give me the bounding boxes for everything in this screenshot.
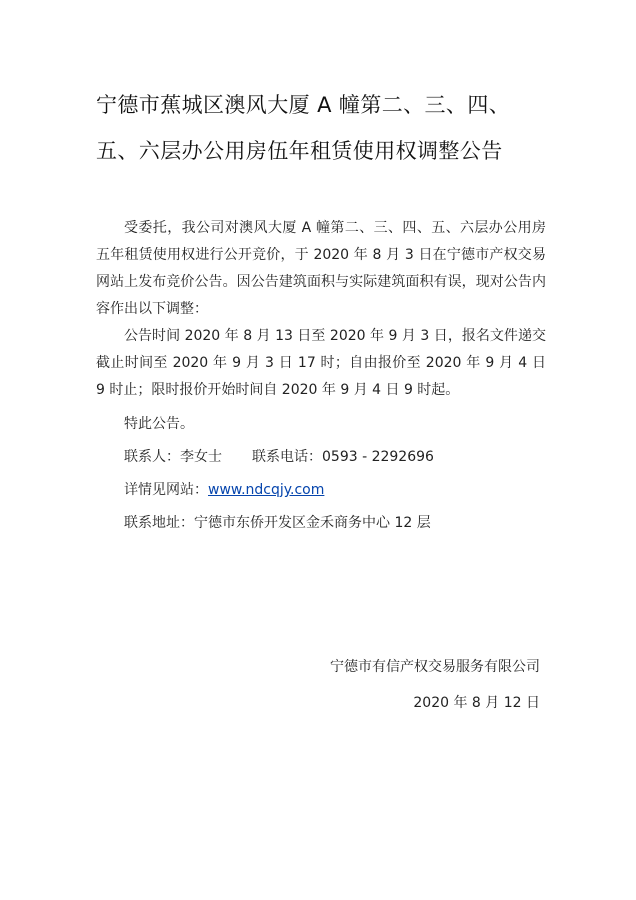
title-line-2: 五、六层办公用房伍年租赁使用权调整公告 (96, 139, 503, 163)
contact-phone-label: 联系电话： (252, 449, 322, 465)
address-label: 联系地址： (124, 515, 194, 531)
issue-date: 2020 年 8 月 12 日 (413, 695, 540, 711)
contact-phone: 0593 - 2292696 (322, 449, 434, 465)
contact-line (96, 444, 546, 471)
contact-person-label: 联系人： (124, 449, 180, 465)
announcement-body (96, 215, 546, 537)
page-title (96, 82, 546, 174)
closing-line: 特此公告。 (124, 416, 194, 432)
intro-paragraph: 受委托，我公司对澳风大厦 A 幢第二、三、四、五、六层办公用房五年租赁使用权进行公开竞价，于 2020 年 8 月 3 日在宁德市产权交易网站上发布竞价公告。因公告建筑面积与实际建筑面积有误，现对公告内容作出以下调整： (96, 220, 546, 317)
schedule-paragraph: 公告时间 2020 年 8 月 13 日至 2020 年 9 月 3 日，报名文件递交截止时间至 2020 年 9 月 3 日 17 时；自由报价至 2020 年 9 月 4 日 9 时止；限时报价开始时间自 2020 年 9 月 4 日 9 时起。 (96, 328, 546, 398)
contact-person: 李女士 (180, 449, 222, 465)
website-label: 详情见网站： (124, 482, 208, 498)
signature-block (330, 649, 540, 721)
website-line (96, 477, 546, 504)
issuer-company: 宁德市有信产权交易服务有限公司 (330, 659, 540, 675)
title-line-1: 宁德市蕉城区澳风大厦 A 幢第二、三、四、 (96, 93, 511, 117)
address: 宁德市东侨开发区金禾商务中心 12 层 (194, 515, 431, 531)
website-link[interactable]: www.ndcqjy.com (208, 482, 325, 498)
address-line (96, 510, 546, 537)
